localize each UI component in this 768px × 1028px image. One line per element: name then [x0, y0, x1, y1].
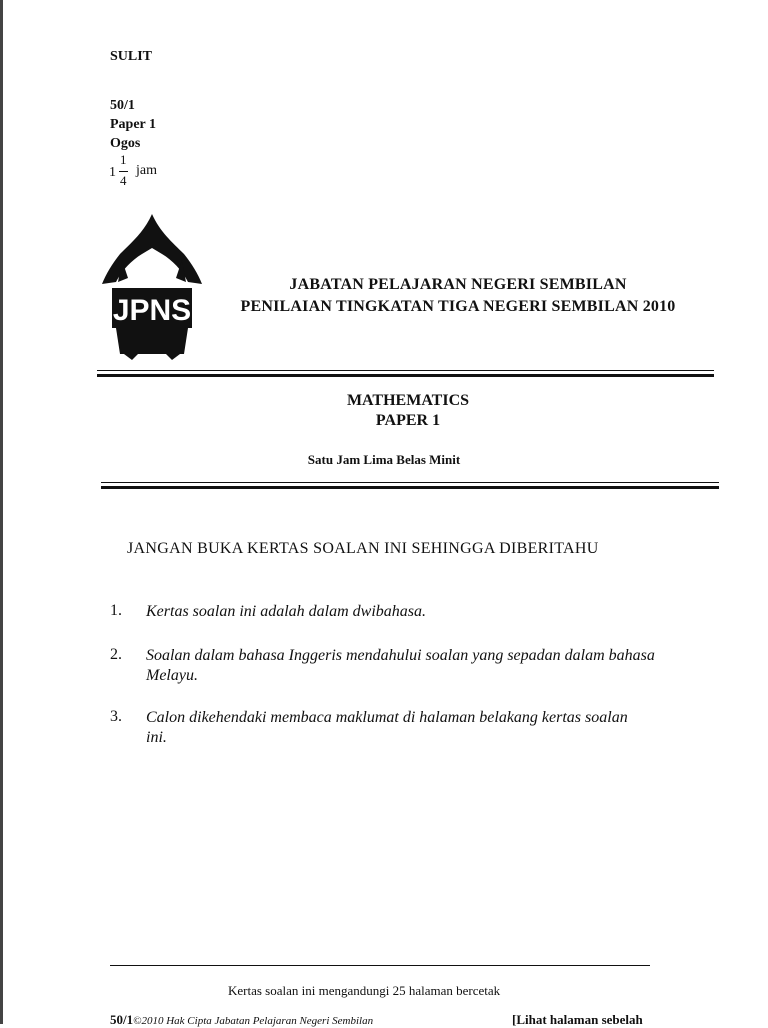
- duration-fraction: [109, 152, 189, 200]
- subject-duration: Satu Jam Lima Belas Minit: [307, 452, 461, 467]
- instruction-number: 3.: [110, 708, 122, 725]
- copyright-text: ©2010 Hak Cipta Jabatan Pelajaran Negeri Sembilan: [133, 1015, 374, 1027]
- logo-text: JPNS: [112, 294, 192, 327]
- classification-label: SULIT: [110, 49, 153, 64]
- footer-code: [110, 1012, 373, 1028]
- subject-paper: PAPER 1: [375, 412, 441, 429]
- footer-paper-code: 50/1: [110, 1012, 134, 1027]
- assessment-name: PENILAIAN TINGKATAN TIGA NEGERI SEMBILAN 2010: [240, 298, 676, 315]
- divider-top-thin: [97, 370, 714, 371]
- duration-numerator: 1: [120, 152, 127, 167]
- exam-month: Ogos: [110, 136, 141, 151]
- divider-mid-thick: [101, 486, 719, 489]
- next-page-note: [Lihat halaman sebelah: [512, 1012, 643, 1027]
- page-count: Kertas soalan ini mengandungi 25 halaman bercetak: [228, 983, 501, 998]
- instruction-text: Kertas soalan ini adalah dalam dwibahasa.: [146, 603, 427, 620]
- fraction-bar: [119, 171, 128, 172]
- duration-unit: jam: [136, 163, 157, 178]
- footer-divider: [110, 965, 650, 966]
- page-edge: [0, 0, 3, 1024]
- jpns-logo: [98, 212, 206, 360]
- notice-text: JANGAN BUKA KERTAS SOALAN INI SEHINGGA DIBERITAHU: [127, 540, 599, 557]
- instruction-text: Calon dikehendaki membaca maklumat di halaman belakang kertas soalan ini.: [146, 709, 628, 746]
- org-name: JABATAN PELAJARAN NEGERI SEMBILAN: [289, 276, 627, 293]
- subject-title: MATHEMATICS: [346, 392, 470, 409]
- divider-mid-thin: [101, 482, 719, 483]
- instruction-number: 2.: [110, 646, 122, 663]
- paper-code: 50/1: [110, 98, 135, 113]
- instruction-number: 1.: [110, 602, 122, 619]
- instruction-text: Soalan dalam bahasa Inggeris mendahului soalan yang sepadan dalam bahasa Melayu.: [146, 647, 655, 684]
- paper-number: Paper 1: [110, 117, 157, 132]
- duration-whole: 1: [109, 165, 116, 180]
- duration-denominator: 4: [120, 173, 127, 188]
- divider-top-thick: [97, 374, 714, 377]
